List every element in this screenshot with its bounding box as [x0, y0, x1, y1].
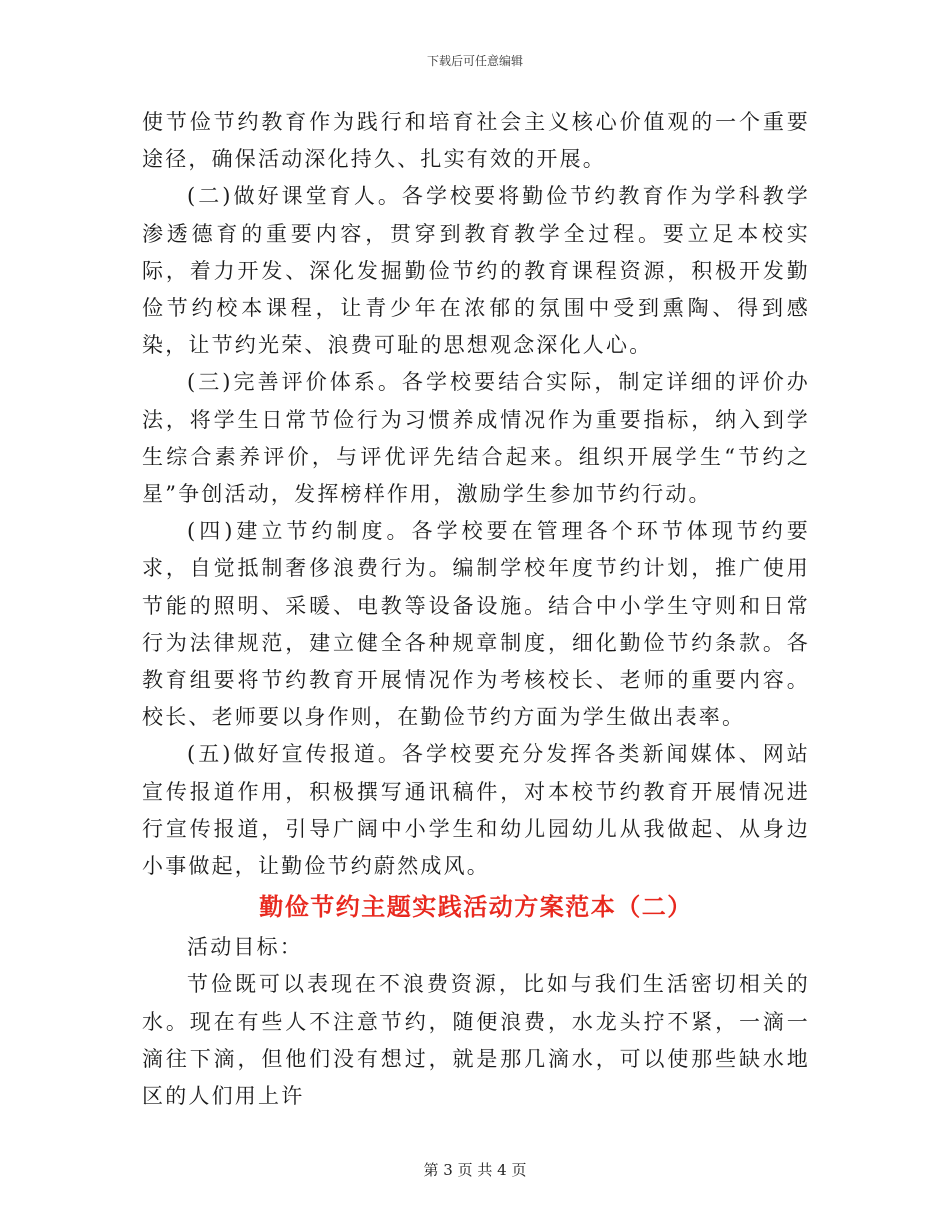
- page-header: 下载后可任意编辑: [426, 54, 523, 68]
- paragraph-activity-goal-label: 活动目标：: [187, 935, 303, 960]
- paragraph-saving-system: (四)建立节约制度。各学校要在管理各个环节体现节约要求，自觉抵制奢侈浪费行为。编制学校年度节约计划，推广使用节能的照明、采暖、电教等设备设施。结合中小学生守则和日常行为法律规范，建立健全各种规章制度，细化勤俭节约条款。各教育组要将节约教育开展情况作为考核校长、老师的重要内容。校长、老师要以身作则，在勤俭节约方面为学生做出表率。: [142, 519, 810, 730]
- paragraph-activity-goal: 节俭既可以表现在不浪费资源，比如与我们生活密切相关的水。现在有些人不注意节约，随便浪费，水龙头拧不紧，一滴一滴往下滴，但他们没有想过，就是那几滴水，可以使那些缺水地区的人们用上许: [142, 972, 810, 1109]
- page-number: 第 3 页 共 4 页: [423, 1161, 527, 1179]
- paragraph-continuation: 使节俭节约教育作为践行和培育社会主义核心价值观的一个重要途径，确保活动深化持久、扎实有效的开展。: [142, 110, 810, 172]
- paragraph-publicity: (五)做好宣传报道。各学校要充分发挥各类新闻媒体、网站宣传报道作用，积极撰写通讯稿件，对本校节约教育开展情况进行宣传报道，引导广阔中小学生和幼儿园幼儿从我做起、从身边小事做起，让勤俭节约蔚然成风。: [142, 742, 810, 879]
- section-title: 勤俭节约主题实践活动方案范本（二）: [259, 893, 693, 922]
- document-body: [142, 104, 810, 1115]
- paragraph-classroom-education: (二)做好课堂育人。各学校要将勤俭节约教育作为学科教学渗透德育的重要内容，贯穿到教育教学全过程。要立足本校实际，着力开发、深化发掘勤俭节约的教育课程资源，积极开发勤俭节约校本课程，让青少年在浓郁的氛围中受到熏陶、得到感染，让节约光荣、浪费可耻的思想观念深化人心。: [142, 184, 810, 358]
- paragraph-evaluation-system: (三)完善评价体系。各学校要结合实际，制定详细的评价办法，将学生日常节俭行为习惯养成情况作为重要指标，纳入到学生综合素养评价，与评优评先结合起来。组织开展学生“节约之星”争创活动，发挥榜样作用，激励学生参加节约行动。: [142, 370, 810, 507]
